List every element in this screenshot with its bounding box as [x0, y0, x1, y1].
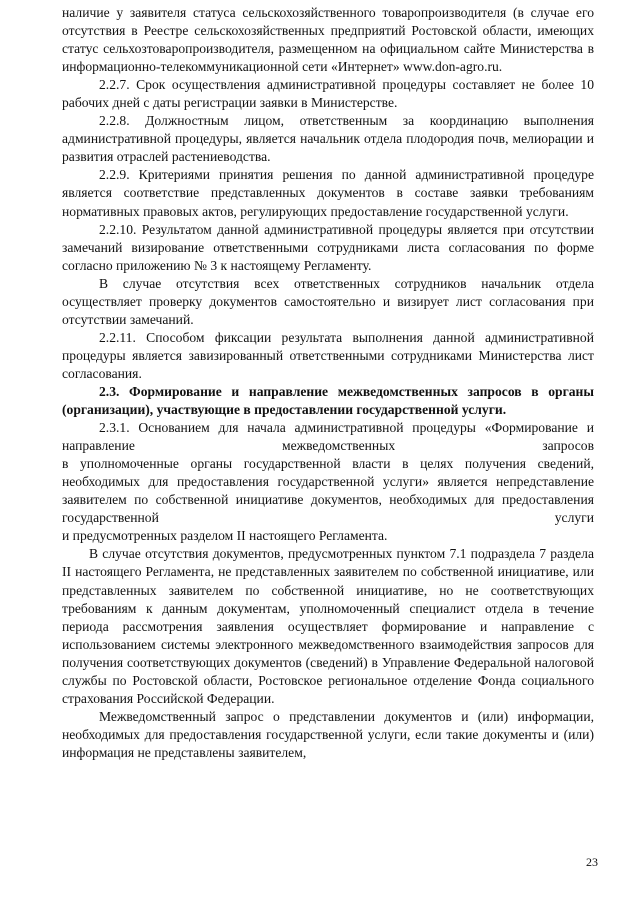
paragraph-2-2-10: 2.2.10. Результатом данной административной процедуры является при отсутствии замечаний визирование ответственными сотрудниками листа согласования по форме согласно приложению № 3 к настоящему Регламенту.	[62, 221, 594, 273]
paragraph-2-3-1-continued: в уполномоченные органы государственной власти в целях получения сведений, необходимых для предоставления государственной услуги» является непредставление заявителем по собственной инициативе документов, необходимых для предоставления государственной услуги	[62, 456, 594, 526]
paragraph-applicant-status: наличие у заявителя статуса сельскохозяйственного товаропроизводителя (в случае его отсутствия в Реестре сельскохозяйственных предприятий Ростовской области, имеющих статус сельхозтоваропроизводителя, размещенном на официальном сайте Министерства в информационно-телекоммуникационной сети «Интернет» www.don-agro.ru.	[62, 5, 594, 75]
paragraph-2-2-8: 2.2.8. Должностным лицом, ответственным за координацию выполнения административной процедуры, является начальник отдела плодородия почв, мелиорации и развития отраслей растениеводства.	[62, 113, 594, 165]
paragraph-absence-of-staff: В случае отсутствия всех ответственных сотрудников начальник отдела осуществляет проверку документов самостоятельно и визирует лист согласования при отсутствии замечаний.	[62, 275, 594, 327]
page-number: 23	[586, 855, 598, 869]
paragraph-interagency-request: Межведомственный запрос о представлении документов и (или) информации, необходимых для предоставления государственной услуги, если такие документы и (или) информация не представлены заявителем,	[62, 708, 594, 760]
paragraph-2-3-1: 2.3.1. Основанием для начала административной процедуры «Формирование и направление межведомственных запросов	[62, 420, 594, 454]
paragraph-2-3-1-end: и предусмотренных разделом II настоящего Регламента.	[62, 528, 388, 544]
paragraph-2-2-9: 2.2.9. Критериями принятия решения по данной административной процедуре является соответствие представленных документов в составе заявки требованиям нормативных правовых актов, регулирующих предоставление государственной услуги.	[62, 167, 594, 219]
paragraph-2-2-7: 2.2.7. Срок осуществления административной процедуры составляет не более 10 рабочих дней с даты регистрации заявки в Министерстве.	[62, 77, 594, 111]
paragraph-missing-documents: В случае отсутствия документов, предусмотренных пунктом 7.1 подраздела 7 раздела II настоящего Регламента, не представленных заявителем по собственной инициативе, или представленных заявителем по собственной инициативе, но не соответствующих требованиям к данным документам, уполномоченный специалист отдела в течение периода рассмотрения заявления осуществляет формирование и направление с использованием системы электронного межведомственного взаимодействия запросов для получения соответствующих документов (сведений) в Управление Федеральной налоговой службы по Ростовской области, Ростовское региональное отделение Фонда социального страхования Российской Федерации.	[62, 546, 594, 706]
section-heading-2-3: 2.3. Формирование и направление межведомственных запросов в органы (организации), участвующие в предоставлении государственной услуги.	[62, 383, 594, 418]
document-page	[62, 4, 594, 762]
paragraph-2-2-11: 2.2.11. Способом фиксации результата выполнения данной административной процедуры является завизированный ответственными сотрудниками Министерства лист согласования.	[62, 329, 594, 381]
